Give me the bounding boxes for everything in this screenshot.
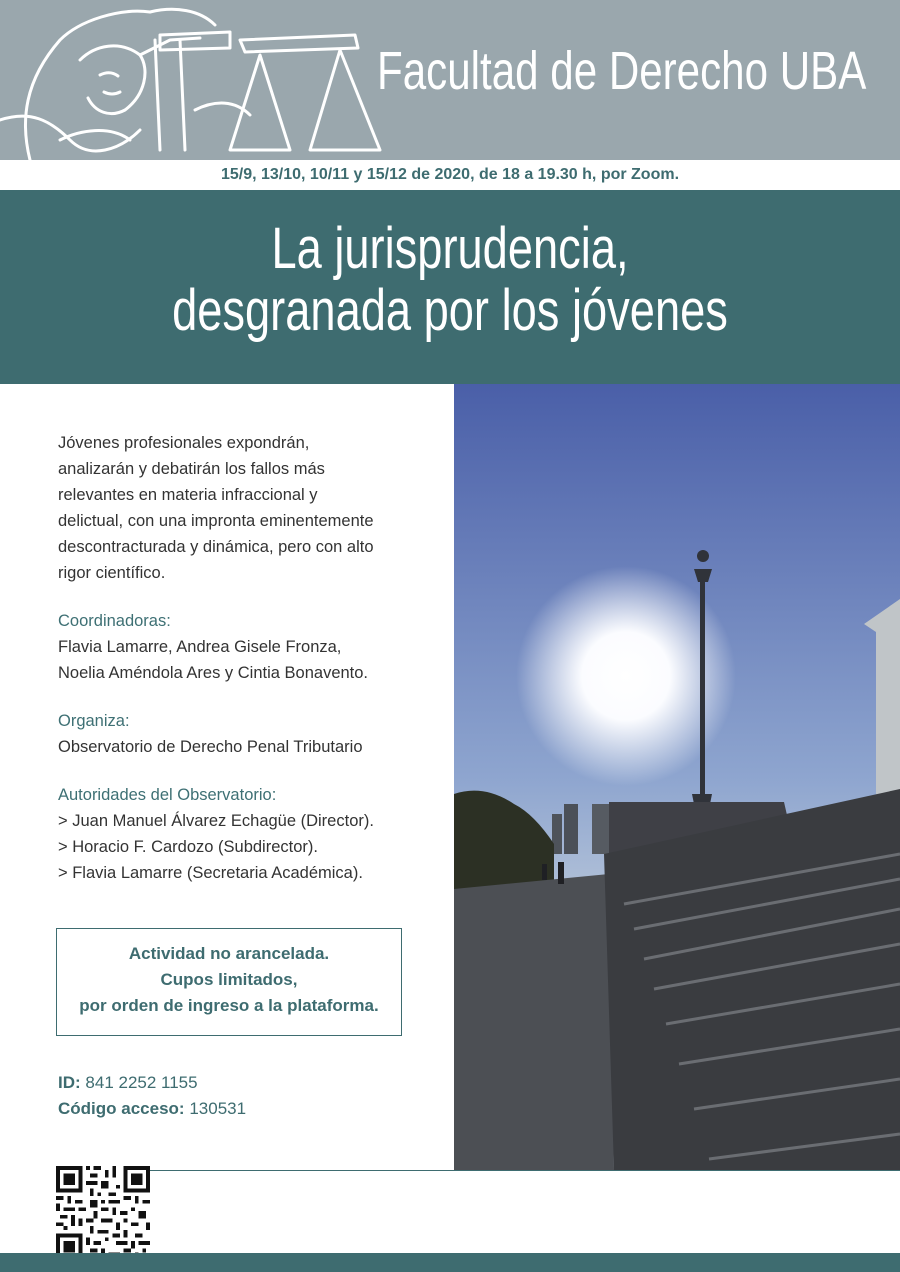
description-line: delictual, con una impronta eminentemente (58, 512, 374, 530)
authorities-line: > Horacio F. Cardozo (Subdirector). (58, 838, 318, 856)
organizer-line: Observatorio de Derecho Penal Tributario (58, 738, 363, 756)
meeting-info (58, 1070, 246, 1122)
coordinators-line: Flavia Lamarre, Andrea Gisele Fronza, (58, 638, 342, 656)
header-band (0, 0, 900, 160)
description-line: Jóvenes profesionales expondrán, (58, 434, 310, 452)
coordinators-line: Noelia Améndola Ares y Cintia Bonavento. (58, 664, 369, 682)
title-line-2: desgranada por los jóvenes (172, 278, 728, 343)
event-dates: 15/9, 13/10, 10/11 y 15/12 de 2020, de 18 a 19.30 h, por Zoom. (220, 166, 680, 183)
description-section (58, 430, 428, 886)
footer-band (0, 1253, 900, 1272)
authorities-line: > Flavia Lamarre (Secretaria Académica). (58, 864, 363, 882)
notice-line: Actividad no arancelada. (128, 944, 330, 963)
meeting-code-label: Código acceso: (58, 1099, 185, 1118)
authorities-heading: Autoridades del Observatorio: (58, 786, 277, 804)
meeting-id-label: ID: (58, 1073, 81, 1092)
authorities-line: > Juan Manuel Álvarez Echagüe (Director). (58, 812, 374, 830)
event-title (0, 218, 900, 342)
divider-line (150, 1170, 900, 1171)
title-line-1: La jurisprudencia, (271, 216, 629, 281)
justice-illustration (0, 0, 420, 160)
description-line: relevantes en materia infraccional y (58, 486, 318, 504)
description-line: analizarán y debatirán los fallos más (58, 460, 325, 478)
institution-name: Facultad de Derecho UBA (376, 41, 866, 101)
coordinators-heading: Coordinadoras: (58, 612, 171, 630)
notice-line: Cupos limitados, (160, 970, 298, 989)
stairs-photo (454, 384, 900, 1170)
description-line: rigor científico. (58, 564, 166, 582)
notice-box (56, 928, 402, 1036)
meeting-id-value[interactable]: 841 2252 1155 (85, 1073, 198, 1092)
meeting-code-value[interactable]: 130531 (189, 1099, 247, 1118)
title-banner (0, 190, 900, 384)
qr-code[interactable] (56, 1166, 150, 1260)
notice-line: por orden de ingreso a la plataforma. (79, 996, 379, 1015)
organizer-heading: Organiza: (58, 712, 130, 730)
description-line: descontracturada y dinámica, pero con alto (58, 538, 374, 556)
